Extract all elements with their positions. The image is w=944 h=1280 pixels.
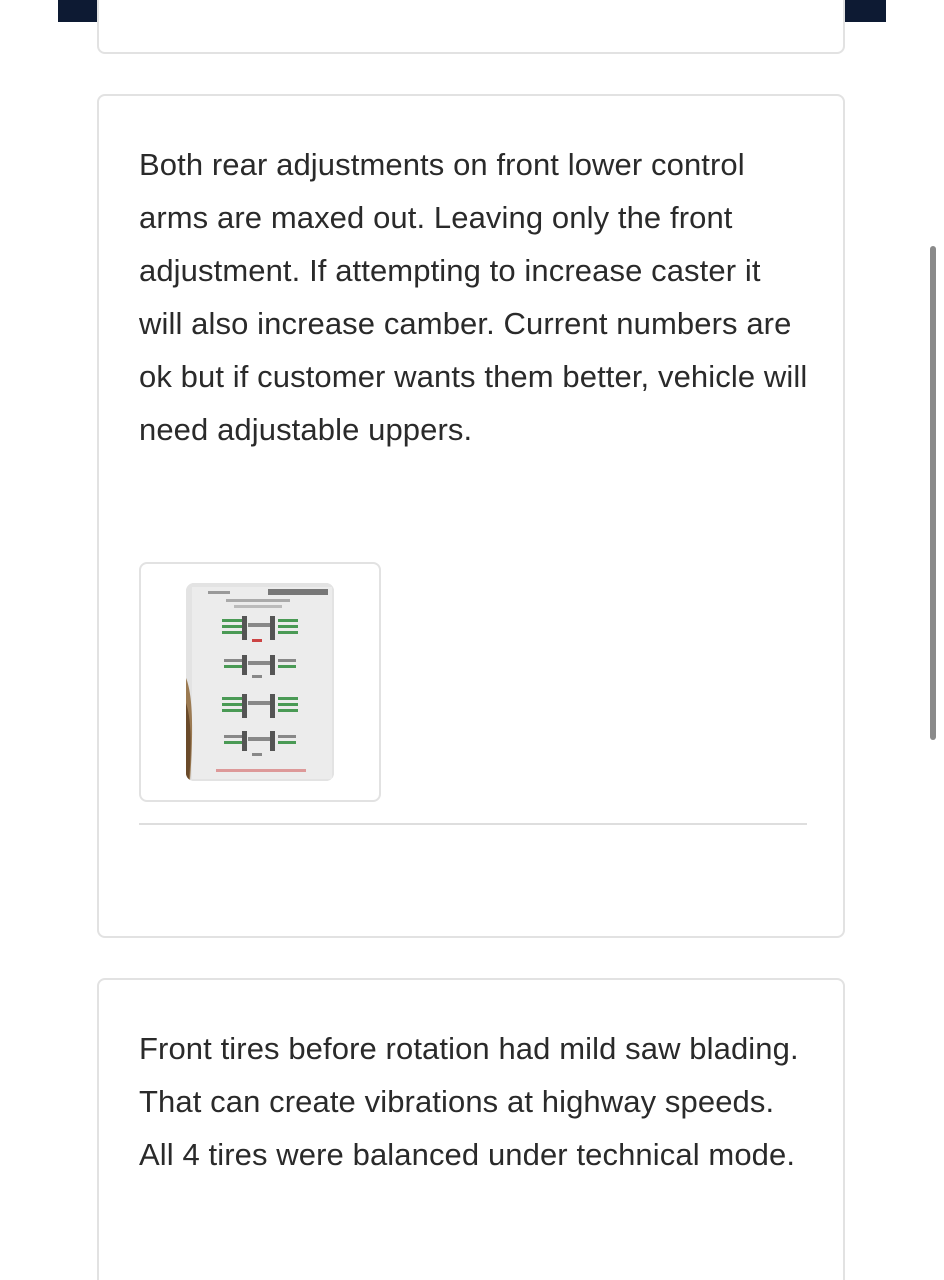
note-card: [97, 94, 845, 938]
scrollbar[interactable]: [930, 246, 936, 740]
attachment-thumbnail[interactable]: [139, 562, 381, 802]
note-text: Front tires before rotation had mild saw blading. That can create vibrations at highway speeds. All 4 tires were balanced under technical mode.: [139, 1031, 799, 1172]
note-card: [97, 978, 845, 1280]
divider: [139, 823, 807, 825]
alignment-report-photo-icon: [186, 583, 334, 781]
note-text: Both rear adjustments on front lower control arms are maxed out. Leaving only the front adjustment. If attempting to increase caster it will also increase camber. Current numbers are ok but if customer wants them better, vehicle will need adjustable uppers.: [139, 147, 808, 447]
previous-note-card: [97, 0, 845, 54]
